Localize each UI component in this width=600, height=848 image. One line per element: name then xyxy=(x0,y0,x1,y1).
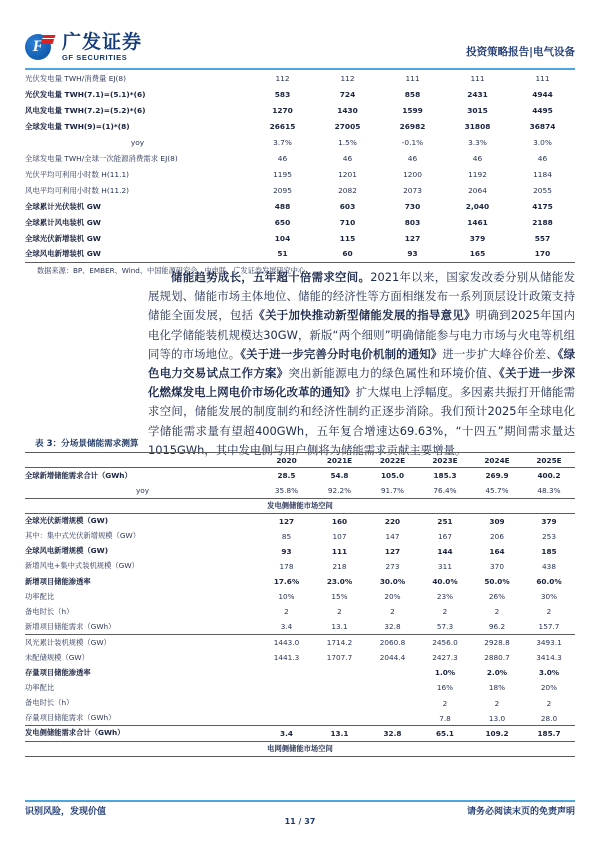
table-cell: 269.9 xyxy=(471,468,523,483)
table-cell xyxy=(313,696,366,711)
table-cell: 91.7% xyxy=(366,483,419,498)
table-cell: 104 xyxy=(274,233,291,243)
table-cell xyxy=(260,711,313,726)
table1-continued xyxy=(25,70,575,276)
table-cell xyxy=(313,711,366,726)
table-cell: 3414.3 xyxy=(536,653,562,663)
table-cell: 105.0 xyxy=(366,468,419,483)
table1-body xyxy=(25,70,575,262)
table-cell: 85 xyxy=(281,531,292,541)
closing-rule-cell xyxy=(25,756,575,757)
row-label: 未配储规模（GW） xyxy=(25,652,89,662)
row-label: 功率配比 xyxy=(25,591,55,601)
table-cell: 26% xyxy=(488,592,506,602)
table-cell: 111 xyxy=(405,73,420,83)
table-row xyxy=(25,483,575,498)
table-cell xyxy=(366,696,419,711)
row-label: 全球发电量 TWH/全球一次能源消费需求 EJ(8) xyxy=(25,153,178,163)
table-cell: 54.8 xyxy=(313,468,366,483)
header-corner xyxy=(25,453,260,468)
table-cell: 46 xyxy=(277,153,288,163)
table-row xyxy=(25,214,575,230)
table-cell: 1270 xyxy=(272,105,293,115)
table-cell: 2 xyxy=(337,607,342,617)
table-cell: 3493.1 xyxy=(536,638,562,648)
table-cell: 127 xyxy=(404,233,421,243)
table-cell: 51 xyxy=(250,246,315,262)
table-cell: 13.0 xyxy=(471,711,523,726)
table-cell: 803 xyxy=(404,217,421,227)
table-cell: 31808 xyxy=(464,121,491,131)
table-cell: 206 xyxy=(490,531,504,541)
table-cell: 50.0% xyxy=(484,577,510,587)
table-cell: -0.1% xyxy=(401,137,424,147)
table-cell: 111 xyxy=(535,73,550,83)
table-cell: 2 xyxy=(546,607,552,617)
table-cell: 111 xyxy=(470,73,485,83)
table-cell: 20% xyxy=(540,683,558,693)
table-cell: 26615 xyxy=(269,121,296,131)
table-cell: 57.3 xyxy=(419,620,471,635)
table-cell: 4944 xyxy=(532,89,553,99)
logo-chinese-name: 广发证券 xyxy=(62,31,143,53)
table-cell: 273 xyxy=(385,561,400,571)
table-cell: 27005 xyxy=(334,121,361,131)
table-cell: 650 xyxy=(274,217,291,227)
table-cell: 2073 xyxy=(403,185,422,195)
table3-caption: 表 3：分场景储能需求测算 xyxy=(35,439,139,449)
paragraph-seg1: 2021年以来，国家发改委分别从储能发展规划、储能市场主体地位、储能的经济性等方面相继发布一系列顶层设计政策支持储能全面发展，包括 xyxy=(148,270,575,323)
row-label: 全球风电新增装机 GW xyxy=(25,246,250,262)
table1-source-note: 数据来源：BP、EMBER、Wind、中国能源研究会、中电联、广发证券发展研究中心 xyxy=(37,265,306,275)
table-row xyxy=(25,604,575,619)
table-cell: 379 xyxy=(523,513,575,528)
table-cell: 32.8 xyxy=(366,620,419,635)
table-cell xyxy=(260,665,313,680)
row-label: 存量项目储能需求（GWh） xyxy=(25,711,260,726)
column-header: 2025E xyxy=(523,453,575,468)
table-cell xyxy=(366,711,419,726)
table-cell: 557 xyxy=(534,233,551,243)
table-cell: 93 xyxy=(281,546,292,556)
table-cell: 2095 xyxy=(273,185,292,195)
table-cell: 3.3% xyxy=(468,137,487,147)
table-cell: 35.8% xyxy=(260,483,313,498)
section-title: 电网侧储能市场空间 xyxy=(267,743,333,753)
table-cell xyxy=(313,665,366,680)
table-cell: 2060.8 xyxy=(379,638,406,648)
table-cell: 111 xyxy=(331,546,348,556)
table-cell: 730 xyxy=(404,201,421,211)
table-row xyxy=(25,102,575,118)
table-cell: 46 xyxy=(472,153,483,163)
table-cell: 7.8 xyxy=(419,711,471,726)
table-cell: 112 xyxy=(275,73,290,83)
row-label: 全球发电量 TWH(9)=(1)*(8) xyxy=(25,121,130,131)
table-cell: 2064 xyxy=(468,185,487,195)
row-label: 全球风电新增规模（GW) xyxy=(25,546,109,556)
table-cell: 2456.0 xyxy=(432,638,458,648)
table-closing-rule xyxy=(25,756,575,757)
table-cell: 370 xyxy=(490,561,504,571)
paragraph-lead: 储能趋势成长，五年超十倍需求空间。 xyxy=(171,270,371,284)
row-label: 新增项目储能渗透率 xyxy=(25,576,91,586)
table-cell: 165 xyxy=(445,246,510,262)
column-header: 2024E xyxy=(471,453,523,468)
table-cell: 2 xyxy=(390,607,395,617)
table-row xyxy=(25,198,575,214)
report-category-label: 投资策略报告|电气设备 xyxy=(466,46,575,58)
table-cell: 2082 xyxy=(338,185,357,195)
table-cell: 157.7 xyxy=(523,620,575,635)
table-cell: 1707.7 xyxy=(326,653,353,663)
row-label: 备电时长（h） xyxy=(25,606,74,616)
table-cell: 46 xyxy=(537,153,548,163)
table-cell: 20% xyxy=(384,592,401,602)
table-cell: 1192 xyxy=(468,169,487,179)
paragraph-seg4: 突出新能源电力的绿色属性和环境价值、 xyxy=(288,366,500,381)
table-cell: 858 xyxy=(404,89,421,99)
row-label: 光伏发电量 TWH(7.1)=(5.1)*(6) xyxy=(25,89,146,99)
table-cell: 1441.3 xyxy=(273,653,300,663)
table-cell: 1714.2 xyxy=(326,638,353,648)
table-cell xyxy=(313,680,366,695)
table-cell: 26982 xyxy=(399,121,426,131)
row-label: 功率配比 xyxy=(25,682,55,692)
table-row xyxy=(25,559,575,574)
table-row xyxy=(25,246,575,262)
table-cell: 2188 xyxy=(532,217,553,227)
table-cell: 93 xyxy=(380,246,445,262)
table-cell: 115 xyxy=(339,233,356,243)
table-cell: 40.0% xyxy=(432,577,458,587)
table-cell: 2 xyxy=(494,607,500,617)
table-row xyxy=(25,86,575,102)
logo-english-name: GF SECURITIES xyxy=(62,53,128,62)
table-cell: 1461 xyxy=(467,217,488,227)
table-cell: 2 xyxy=(442,698,448,708)
body-paragraph xyxy=(148,268,575,460)
table-cell: 583 xyxy=(274,89,291,99)
table-cell: 309 xyxy=(471,513,523,528)
footer-divider xyxy=(25,800,575,802)
table-cell: 710 xyxy=(339,217,356,227)
table-cell: 218 xyxy=(332,561,347,571)
table-cell: 23.0% xyxy=(326,577,353,587)
table-row xyxy=(25,468,575,483)
table-section-header xyxy=(25,741,575,756)
row-label: 新增项目储能需求（GWh） xyxy=(25,620,260,635)
table-cell: 13.1 xyxy=(313,726,366,741)
row-label: yoy xyxy=(25,483,260,498)
policy-doc-2: 《关于进一步完善分时电价机制的通知》 xyxy=(240,346,443,361)
table3-block xyxy=(25,437,575,757)
table-cell: 1430 xyxy=(337,105,358,115)
table-cell: 112 xyxy=(340,73,355,83)
table-cell: 3.0% xyxy=(533,137,552,147)
table-cell: 253 xyxy=(542,531,556,541)
paragraph-seg3: 进一步扩大峰谷价差、 xyxy=(442,346,558,361)
table-row xyxy=(25,182,575,198)
table-cell: 2880.7 xyxy=(484,653,510,663)
table-cell: 1201 xyxy=(338,169,357,179)
table-cell: 603 xyxy=(339,201,356,211)
row-label: yoy xyxy=(130,137,145,147)
table-row xyxy=(25,680,575,695)
table-cell: 400.2 xyxy=(523,468,575,483)
table-row xyxy=(25,166,575,182)
row-label: 新增风电+集中式装机规模（GW） xyxy=(25,561,139,571)
table-cell: 32.8 xyxy=(366,726,419,741)
row-label: 风光累计装机规模（GW） xyxy=(25,637,111,647)
table-cell: 1443.0 xyxy=(273,638,300,648)
row-label: 全球累计光伏装机 GW xyxy=(25,201,101,211)
row-label: 发电侧储能需求合计（GWh） xyxy=(25,726,260,741)
table-cell: 1.0% xyxy=(434,668,456,678)
table-cell: 28.5 xyxy=(260,468,313,483)
table-cell: 167 xyxy=(438,531,452,541)
row-label: 全球累计风电装机 GW xyxy=(25,217,101,227)
table-cell: 48.3% xyxy=(523,483,575,498)
table-row xyxy=(25,544,575,559)
table-cell: 185.3 xyxy=(419,468,471,483)
table-row xyxy=(25,134,575,150)
table-row xyxy=(25,589,575,604)
table3-body xyxy=(25,453,575,758)
table-cell: 488 xyxy=(274,201,291,211)
table-cell: 46 xyxy=(342,153,353,163)
table-cell: 1195 xyxy=(273,169,292,179)
table-row xyxy=(25,665,575,680)
table-cell: 2928.8 xyxy=(484,638,510,648)
table-row xyxy=(25,711,575,726)
policy-doc-4: 《关于进一步深化燃煤发电上网电价市场化改革的通知》 xyxy=(148,366,575,400)
row-label: 其中：集中式光伏新增规模（GW） xyxy=(25,531,141,541)
table-row xyxy=(25,635,575,650)
table-header-row xyxy=(25,453,575,468)
table-cell: 2 xyxy=(284,607,289,617)
table-cell: 3.0% xyxy=(538,668,560,678)
table-cell: 147 xyxy=(385,531,400,541)
table-cell: 144 xyxy=(437,546,453,556)
row-label: 全球光伏新增装机 GW xyxy=(25,233,101,243)
table-cell: 60.0% xyxy=(536,577,562,587)
row-label: 风电发电量 TWH(7.2)=(5.2)*(6) xyxy=(25,105,146,115)
table-cell: 127 xyxy=(384,546,401,556)
table-cell: 65.1 xyxy=(419,726,471,741)
table-cell xyxy=(366,665,419,680)
table-cell: 1184 xyxy=(533,169,552,179)
table-cell: 4495 xyxy=(532,105,553,115)
policy-doc-1: 《关于加快推动新型储能发展的指导意见》 xyxy=(253,308,476,323)
column-header: 2021E xyxy=(313,453,366,468)
table-section-header xyxy=(25,498,575,513)
column-header: 2022E xyxy=(366,453,419,468)
table-cell: 438 xyxy=(542,561,556,571)
table-row xyxy=(25,696,575,711)
table-cell: 2.0% xyxy=(486,668,508,678)
table-row xyxy=(25,528,575,543)
table-cell: 3.4 xyxy=(260,726,313,741)
table-cell: 127 xyxy=(260,513,313,528)
table-row xyxy=(25,650,575,665)
table-cell: 107 xyxy=(332,531,347,541)
table-cell: 2 xyxy=(546,698,552,708)
table-cell: 60 xyxy=(315,246,380,262)
table-cell: 2427.3 xyxy=(432,653,458,663)
table-cell: 1.5% xyxy=(338,137,357,147)
table-cell: 178 xyxy=(279,561,294,571)
table-cell xyxy=(260,680,313,695)
table-cell: 92.2% xyxy=(313,483,366,498)
table-cell: 17.6% xyxy=(273,577,300,587)
table-cell: 18% xyxy=(488,683,506,693)
footer-disclaimer: 请务必阅读末页的免责声明 xyxy=(466,807,575,817)
table-cell: 36874 xyxy=(529,121,556,131)
table-row xyxy=(25,726,575,741)
row-label: 全球新增储能需求合计（GWh） xyxy=(25,468,260,483)
table-cell: 45.7% xyxy=(471,483,523,498)
gf-securities-logo xyxy=(25,33,142,62)
footer-slogan: 识别风险，发现价值 xyxy=(25,807,107,817)
table-cell: 311 xyxy=(438,561,452,571)
table-cell: 16% xyxy=(436,683,454,693)
table-row xyxy=(25,513,575,528)
row-label: 光伏平均可利用小时数 H(11.1) xyxy=(25,169,130,179)
table-cell: 2044.4 xyxy=(379,653,406,663)
row-label: 存量项目储能渗透率 xyxy=(25,667,91,677)
row-label: 风电平均可利用小时数 H(11.2) xyxy=(25,185,130,195)
table-cell: 251 xyxy=(419,513,471,528)
column-header: 2020 xyxy=(260,453,313,468)
page-number: 11 / 37 xyxy=(284,817,316,826)
table-cell: 28.0 xyxy=(523,711,575,726)
table-cell: 220 xyxy=(366,513,419,528)
table-row xyxy=(25,70,575,86)
table-cell: 30% xyxy=(540,592,558,602)
table-row xyxy=(25,230,575,246)
table-cell: 3.4 xyxy=(260,620,313,635)
column-header: 2023E xyxy=(419,453,471,468)
table-cell: 170 xyxy=(510,246,575,262)
table1 xyxy=(25,70,575,263)
table-cell: 379 xyxy=(469,233,486,243)
table-cell: 2 xyxy=(442,607,448,617)
table-cell: 185 xyxy=(541,546,557,556)
section-title: 发电侧储能市场空间 xyxy=(267,500,333,510)
row-label: 全球光伏新增规模（GW) xyxy=(25,513,260,528)
table-cell: 164 xyxy=(489,546,505,556)
table-cell: 1599 xyxy=(402,105,423,115)
paragraph-seg5: 扩大煤电上浮幅度。多因素共振打开储能需求空间，储能发展的制度制约和经济性制约正逐步消除。我们预计2025年全球电化学储能需求量有望超400GWh，五年复合增速达69.63%，“十四五”期间需求量达1015GWh，其中发电侧与用户侧将为储能需求贡献主要增量。 xyxy=(148,385,575,457)
table-cell: 3015 xyxy=(467,105,488,115)
table-row xyxy=(25,150,575,166)
table-cell: 185.7 xyxy=(523,726,575,741)
page-header xyxy=(0,0,600,70)
table-cell: 46 xyxy=(407,153,418,163)
table-row xyxy=(25,620,575,635)
table-cell: 2431 xyxy=(467,89,488,99)
table-cell: 23% xyxy=(436,592,454,602)
table-cell: 2055 xyxy=(533,185,552,195)
table-cell: 2 xyxy=(494,698,500,708)
table3 xyxy=(25,452,575,757)
table-cell: 724 xyxy=(339,89,356,99)
table-cell: 4175 xyxy=(532,201,553,211)
table-cell: 10% xyxy=(278,592,295,602)
row-label: 光伏发电量 TWH/消费量 EJ(8) xyxy=(25,73,127,83)
table-cell: 109.2 xyxy=(471,726,523,741)
table-cell: 30.0% xyxy=(379,577,406,587)
table-cell: 1200 xyxy=(403,169,422,179)
table-cell: 2,040 xyxy=(465,201,490,211)
table-cell xyxy=(366,680,419,695)
table-cell: 96.2 xyxy=(471,620,523,635)
logo-red-bars-icon xyxy=(41,35,56,44)
table-cell xyxy=(260,696,313,711)
table-cell: 76.4% xyxy=(419,483,471,498)
table-cell: 160 xyxy=(313,513,366,528)
paragraph-seg2: 明确到2025年国内电化学储能装机规模达30GW，新版“两个细则”明确储能参与电力市场与火电等机组同等的市场地位。 xyxy=(148,308,575,361)
policy-doc-3: 《绿色电力交易试点工作方案》 xyxy=(148,346,575,381)
table-cell: 15% xyxy=(331,592,348,602)
table-cell: 13.1 xyxy=(313,620,366,635)
table-cell: 3.7% xyxy=(273,137,292,147)
table-row xyxy=(25,574,575,589)
table-row xyxy=(25,118,575,134)
row-label: 备电时长（h） xyxy=(25,698,74,708)
